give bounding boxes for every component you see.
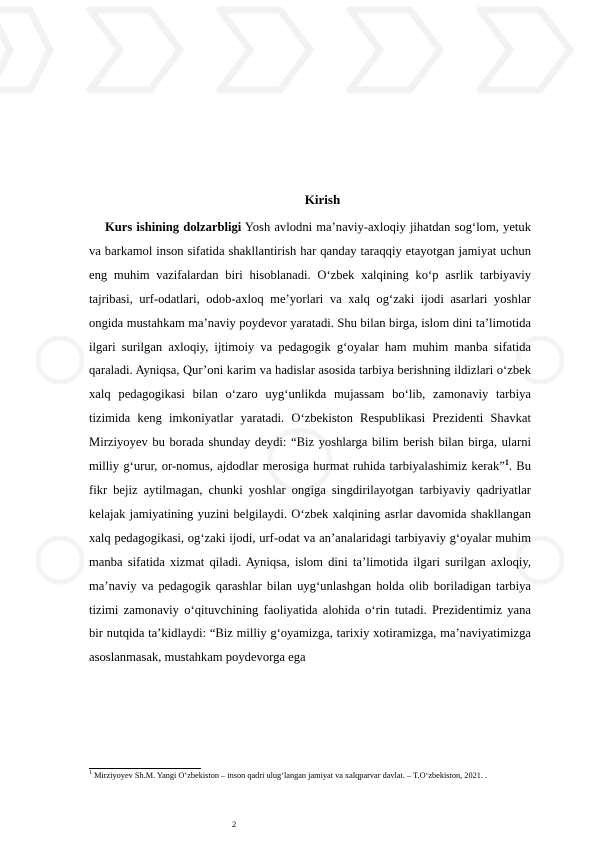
section-heading: Kirish [304, 192, 341, 207]
footnote-separator [89, 768, 201, 769]
paragraph-text-part-2: . Bu fikr bejiz aytilmagan, chunki yoshlar ongiga singdirilayotgan tarbiyaviy qadriyatlar kelajak jamiyatining yuzini belgilaydi. O‘zbek xalqining asrlar davomida shakllangan xalq pedagogikasi, og‘zaki ijodi, urf-odat va an’analaridagi tarbiyaviy g‘oyalar muhim manba sifatida xizmat qiladi. Ayniqsa, islom dini ta’limotida ilgari surilgan axloqiy, ma’naviy va pedagogik qarashlar bilan uyg‘unlashgan holda olib boriladigan tarbiya tizimi zamonaviy o‘qituvchining faoliyatida alohida o‘rin tutadi. Prezidentimiz yana bir nutqida ta’kidlaydi: “Biz milliy g‘oyamizga, tarixiy xotiramizga, ma’naviyatimizga asoslanmasak, mustahkam poydevorga ega [89, 459, 531, 665]
footnote-text: Mirziyoyev Sh.M. Yangi O‘zbekiston – inson qadri ulug‘langan jamiyat va xalqparvar davlat. – T.O‘zbekiston, 2021. . [92, 771, 488, 780]
page-number: 2 [232, 819, 237, 829]
body-paragraph [89, 216, 531, 670]
footnote-reference[interactable]: 1 [504, 457, 509, 467]
footnote [89, 770, 539, 783]
footnote-marker: 1 [89, 770, 92, 777]
paragraph-lead: Kurs ishining dolzarbligi [105, 220, 242, 234]
paragraph-text-part-1: Yosh avlodni ma’naviy-axloqiy jihatdan sog‘lom, yetuk va barkamol inson sifatida shakllantirish har qanday taraqqiy etayotgan jamiyat uchun eng muhim vazifalardan biri hisoblanadi. O‘zbek xalqining ko‘p asrlik tarbiyaviy tajribasi, urf-odatlari, odob-axloq me’yorlari va xalq og‘zaki ijodi asarlari yoshlar ongida mustahkam ma’naviy poydevor yaratadi. Shu bilan birga, islom dini ta’limotida ilgari surilgan axloqiy, ijtimoiy va pedagogik g‘oyalar ham muhim manba sifatida qaraladi. Ayniqsa, Qur’oni karim va hadislar asosida tarbiya berishning ildizlari o‘zbek xalq pedagogikasi bilan o‘zaro uyg‘unlikda mujassam bo‘lib, zamonaviy tarbiya tizimida keng imkoniyatlar yaratadi. O‘zbekiston Respublikasi Prezidenti Shavkat Mirziyoyev bu borada shunday deydi: “Biz yoshlarga bilim berish bilan birga, ularni milliy g‘urur, or-nomus, ajdodlar merosiga hurmat ruhida tarbiyalashimiz kerak” [89, 220, 532, 474]
